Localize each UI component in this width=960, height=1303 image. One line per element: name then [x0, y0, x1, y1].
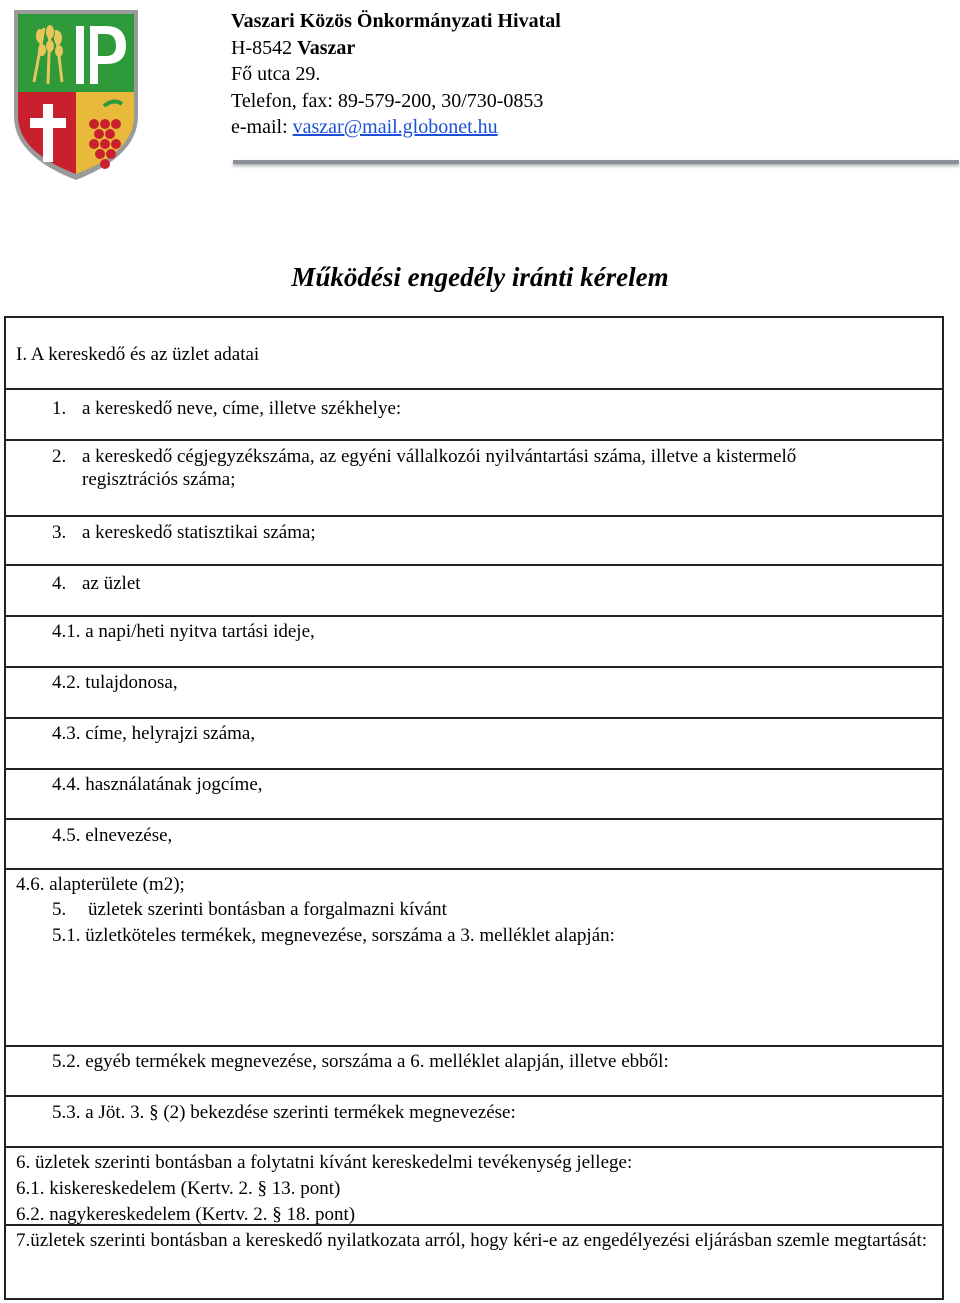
option-retail[interactable]: 6.1. kiskereskedelem (Kertv. 2. § 13. pont) — [16, 1178, 341, 1199]
form-row-4-2[interactable] — [6, 666, 942, 693]
postal-code: H-8542 — [231, 36, 298, 59]
form-row-4[interactable] — [6, 564, 942, 594]
form-row-1[interactable] — [6, 388, 942, 419]
field-label-activity-type: 6. üzletek szerinti bontásban a folytatni kívánt kereskedelmi tevékenység jellege: — [16, 1152, 633, 1173]
form-row-4-6-to-5-1[interactable] — [6, 868, 942, 946]
item-number: 2. — [52, 446, 67, 467]
field-label-excise-products: 5.3. a Jöt. 3. § (2) bekezdése szerinti termékek megnevezése: — [52, 1102, 516, 1123]
field-label-shop: az üzlet — [82, 573, 141, 594]
field-label-usage-title: 4.4. használatának jogcíme, — [52, 774, 263, 795]
field-label-registration-cont: regisztrációs száma; — [82, 469, 236, 490]
section-heading: I. A kereskedő és az üzlet adatai — [16, 344, 260, 365]
application-form — [4, 316, 944, 1300]
item-number: 1. — [52, 398, 67, 419]
email-link[interactable]: vaszar@mail.globonet.hu — [292, 116, 498, 138]
form-row-4-3[interactable] — [6, 717, 942, 744]
item-number: 4. — [52, 573, 67, 594]
item-number: 5. — [52, 899, 67, 920]
field-label-registration: a kereskedő cégjegyzékszáma, az egyéni vállalkozói nyilvántartási száma, illetve a kistermelő — [82, 446, 797, 467]
form-row-2[interactable] — [6, 439, 942, 490]
form-row-7[interactable] — [6, 1224, 942, 1251]
field-label-owner: 4.2. tulajdonosa, — [52, 672, 178, 693]
field-label-address: 4.3. címe, helyrajzi száma, — [52, 723, 256, 744]
field-label-other-products: 5.2. egyéb termékek megnevezése, sorszáma a 6. melléklet alapján, illetve ebből: — [52, 1051, 669, 1072]
form-row-4-5[interactable] — [6, 818, 942, 846]
page-title: Működési engedély iránti kérelem — [291, 262, 669, 292]
form-row-4-1[interactable] — [6, 615, 942, 642]
field-label-inspection-request: 7.üzletek szerinti bontásban a kereskedő nyilatkozata arról, hogy kéri-e az engedélyezési eljárásban szemle megtartását: — [16, 1230, 928, 1251]
phone-line: Telefon, fax: 89-579-200, 30/730-0853 — [231, 89, 544, 112]
field-label-statistical: a kereskedő statisztikai száma; — [82, 522, 316, 543]
coat-of-arms-icon — [10, 6, 142, 184]
form-row-5-2[interactable] — [6, 1045, 942, 1072]
field-label-floor-area: 4.6. alapterülete (m2); — [16, 874, 185, 895]
item-number: 3. — [52, 522, 67, 543]
address-line — [231, 35, 561, 62]
header-divider — [233, 160, 959, 164]
office-header — [231, 8, 561, 141]
form-row-6[interactable] — [6, 1146, 942, 1225]
field-label-name: a kereskedő neve, címe, illetve székhelye: — [82, 398, 402, 419]
form-row-3[interactable] — [6, 515, 942, 543]
field-label-shop-name: 4.5. elnevezése, — [52, 825, 173, 846]
option-wholesale[interactable]: 6.2. nagykereskedelem (Kertv. 2. § 18. pont) — [16, 1204, 356, 1225]
field-label-licensed-products: 5.1. üzletköteles termékek, megnevezése, sorszáma a 3. melléklet alapján: — [52, 925, 615, 946]
email-label: e-mail: — [231, 116, 293, 138]
street-address: Fő utca 29. — [231, 63, 321, 85]
form-row-5-3[interactable] — [6, 1095, 942, 1123]
email-line — [231, 114, 561, 141]
city-name: Vaszar — [297, 36, 356, 59]
form-row-4-4[interactable] — [6, 768, 942, 795]
field-label-products: üzletek szerinti bontásban a forgalmazni kívánt — [88, 899, 447, 920]
org-name: Vaszari Közös Önkormányzati Hivatal — [231, 10, 561, 32]
field-label-opening-hours: 4.1. a napi/heti nyitva tartási ideje, — [52, 621, 315, 642]
form-bottom-border — [4, 1298, 942, 1300]
